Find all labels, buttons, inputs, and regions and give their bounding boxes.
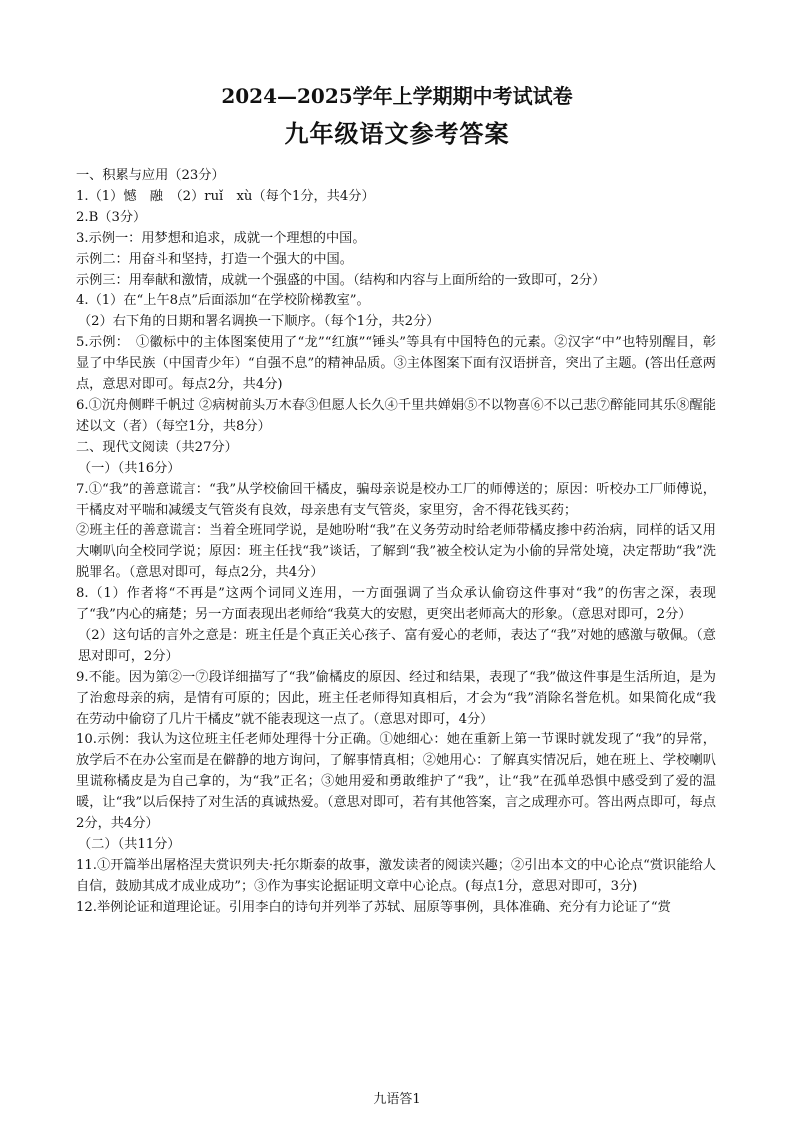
answer-line: 4.（1）在“上午8点”后面添加“在学校阶梯教室”。 <box>76 293 370 309</box>
answer-paragraph: 10.示例：我认为这位班主任老师处理得十分正确。①她细心：她在重新上第一节课时就发现了“我”的异常，放学后不在办公室而是在僻静的地方询问，了解事情真相；②她用心：了解真实情况后，她在班上、学校喇叭里谎称橘皮是为自己拿的，为“我”正名；③她用爱和勇敢维护了“我”，让“我”在孤单恐惧中感受到了爱的温暖，让“我”以后保持了对生活的真诚热爱。（意思对即可，若有其他答案，言之成理亦可。答出两点即可，每点2分，共4分） <box>76 732 716 832</box>
answer-line: 示例三：用奉献和激情，成就一个强盛的中国。（结构和内容与上面所给的一致即可，2分） <box>76 272 606 288</box>
answer-paragraph: 6.①沉舟侧畔千帆过 ②病树前头万木春③但愿人长久④千里共婵娟⑤不以物喜⑥不以己悲⑦醉能同其乐⑧醒能述以文（者）（每空1分，共8分） <box>76 397 716 434</box>
answer-key-title: 九年级语文参考答案 <box>284 119 510 148</box>
answer-paragraph: 8.（1）作者将“不再是”这两个词同义连用，一方面强调了当众承认偷窃这件事对“我”的伤害之深，表现了“我”内心的痛楚；另一方面表现出老师给“我莫大的安慰，更突出老师高大的形象。（意思对即可，2分） <box>76 586 716 623</box>
answer-paragraph: 9.不能。因为第②一⑦段详细描写了“我”偷橘皮的原因、经过和结果，表现了“我”做这件事是生活所迫，是为了治愈母亲的病，是情有可原的；因此，班主任老师得知真相后，才会为“我”消除名誉危机。如果简化成“我在劳动中偷窃了几片干橘皮”就不能表现这一点了。（意思对即可，4分） <box>76 669 716 727</box>
answer-paragraph: 5.示例： ①徽标中的主体图案使用了“龙”“红旗”“锤头”等具有中国特色的元素。②汉字“中”也特别醒目，彰显了中华民族（中国青少年）“自强不息”的精神品质。③主体图案下面有汉语拼音，突出了主题。(答出任意两点，意思对即可。每点2分，共4分) <box>76 335 716 393</box>
section-heading-2: 二、现代文阅读（共27分） <box>76 439 238 455</box>
answer-line: 1.（1）憾 融 （2）ruǐ xù（每个1分，共4分） <box>76 188 375 204</box>
subsection-heading: （二）（共11分） <box>78 837 181 852</box>
section-heading-1: 一、积累与应用（23分） <box>76 168 225 183</box>
answer-paragraph: 11.①开篇举出屠格涅夫赏识列夫·托尔斯泰的故事，激发读者的阅读兴趣；②引出本文的中心论点“赏识能给人自信，鼓励其成才成业成功”；③作为事实论据证明文章中心论点。(每点1分，意思对即可，3分) <box>76 857 716 894</box>
answer-paragraph: 12.举例论证和道理论证。引用李白的诗句并列举了苏轼、屈原等事例，具体准确、充分有力论证了“赏 <box>76 899 671 915</box>
answer-line: （2）右下角的日期和署名调换一下顺序。（每个1分，共2分） <box>78 314 440 330</box>
answer-paragraph: 7.①“我”的善意谎言：“我”从学校偷回干橘皮，骗母亲说是校办工厂的师傅送的；原因：听校办工厂师傅说，干橘皮对平喘和减缓支气管炎有良效，母亲患有支气管炎，家里穷，舍不得花钱买药； <box>76 481 716 518</box>
answer-line: 3.示例一：用梦想和追求，成就一个理想的中国。 <box>76 230 366 246</box>
subsection-heading: （一）（共16分） <box>78 460 181 476</box>
answer-content <box>76 166 716 919</box>
answer-paragraph: （2）这句话的言外之意是：班主任是个真正关心孩子、富有爱心的老师，表达了“我”对她的感激与敬佩。（意思对即可，2分） <box>78 627 716 664</box>
page-footer: 九语答1 <box>373 1092 421 1107</box>
answer-paragraph: ②班主任的善意谎言：当着全班同学说，是她吩咐“我”在义务劳动时给老师带橘皮掺中药治病，同样的话又用大喇叭向全校同学说；原因：班主任找“我”谈话，了解到“我”被全校认定为小偷的异常处境，决定帮助“我”洗脱罪名。（意思对即可，每点2分，共4分） <box>76 523 716 581</box>
exam-title: 2024—2025学年上学期期中考试试卷 <box>221 84 573 108</box>
answer-line: 2.B（3分） <box>76 209 147 225</box>
answer-line: 示例二：用奋斗和坚持，打造一个强大的中国。 <box>76 251 353 267</box>
